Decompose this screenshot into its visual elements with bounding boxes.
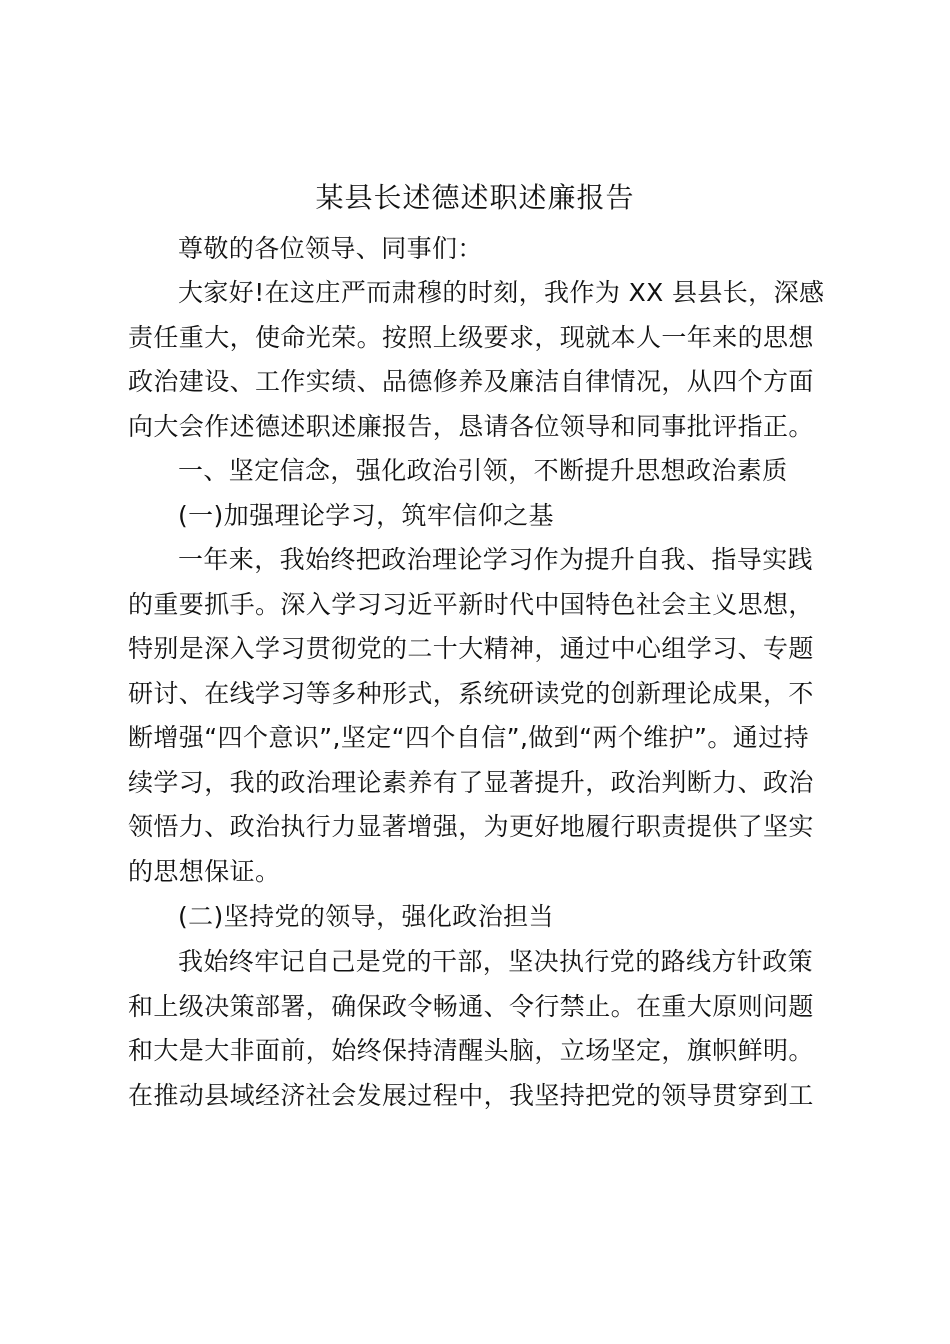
paragraph-line: 一年来，我始终把政治理论学习作为提升自我、指导实践 (178, 545, 814, 574)
paragraph-line: 断增强“四个意识”,坚定“四个自信”,做到“两个维护”。通过持 (128, 723, 810, 752)
section-1-heading (128, 449, 828, 494)
paragraph-line: 和大是大非面前，始终保持清醒头脑，立场坚定，旗帜鲜明。 (128, 1036, 814, 1065)
salutation-line: 尊敬的各位领导、同事们： (178, 234, 483, 263)
subsection-2-paragraph (128, 940, 828, 1118)
paragraph-line: 的重要抓手。深入学习习近平新时代中国特色社会主义思想， (128, 589, 814, 619)
paragraph-line: 和上级决策部署，确保政令畅通、令行禁止。在重大原则问题 (128, 991, 814, 1021)
paragraph-line: 责任重大，使命光荣。按照上级要求，现就本人一年来的思想 (128, 322, 814, 352)
paragraph-line: 的思想保证。 (128, 856, 281, 886)
paragraph-line: 领悟力、政治执行力显著增强，为更好地履行职责提供了坚实 (128, 812, 814, 841)
paragraph-line: 政治建设、工作实绩、品德修养及廉洁自律情况，从四个方面 (128, 367, 814, 396)
paragraph-line: 特别是深入学习贯彻党的二十大精神，通过中心组学习、专题 (128, 634, 814, 663)
subsection-heading-line: (一)加强理论学习，筑牢信仰之基 (178, 501, 554, 530)
paragraph-line: 大家好!在这庄严而肃穆的时刻，我作为 XX 县县长，深感 (178, 278, 825, 307)
subsection-1-paragraph (128, 538, 828, 894)
subsection-2-heading (128, 895, 828, 940)
section-heading-line: 一、坚定信念，强化政治引领，不断提升思想政治素质 (178, 456, 788, 485)
subsection-1-heading (128, 494, 828, 539)
paragraph-line: 我始终牢记自己是党的干部，坚决执行党的路线方针政策 (178, 947, 814, 976)
paragraph-line: 在推动县域经济社会发展过程中，我坚持把党的领导贯穿到工 (128, 1080, 814, 1110)
subsection-heading-line: (二)坚持党的领导，强化政治担当 (178, 902, 554, 931)
paragraph-line: 向大会作述德述职述廉报告，恳请各位领导和同事批评指正。 (128, 411, 814, 441)
salutation (128, 227, 828, 272)
paragraph-line: 续学习，我的政治理论素养有了显著提升，政治判断力、政治 (128, 767, 814, 797)
intro-paragraph (128, 271, 828, 449)
document-title: 某县长述德述职述廉报告 (315, 181, 635, 214)
paragraph-line: 研讨、在线学习等多种形式，系统研读党的创新理论成果，不 (128, 678, 814, 708)
